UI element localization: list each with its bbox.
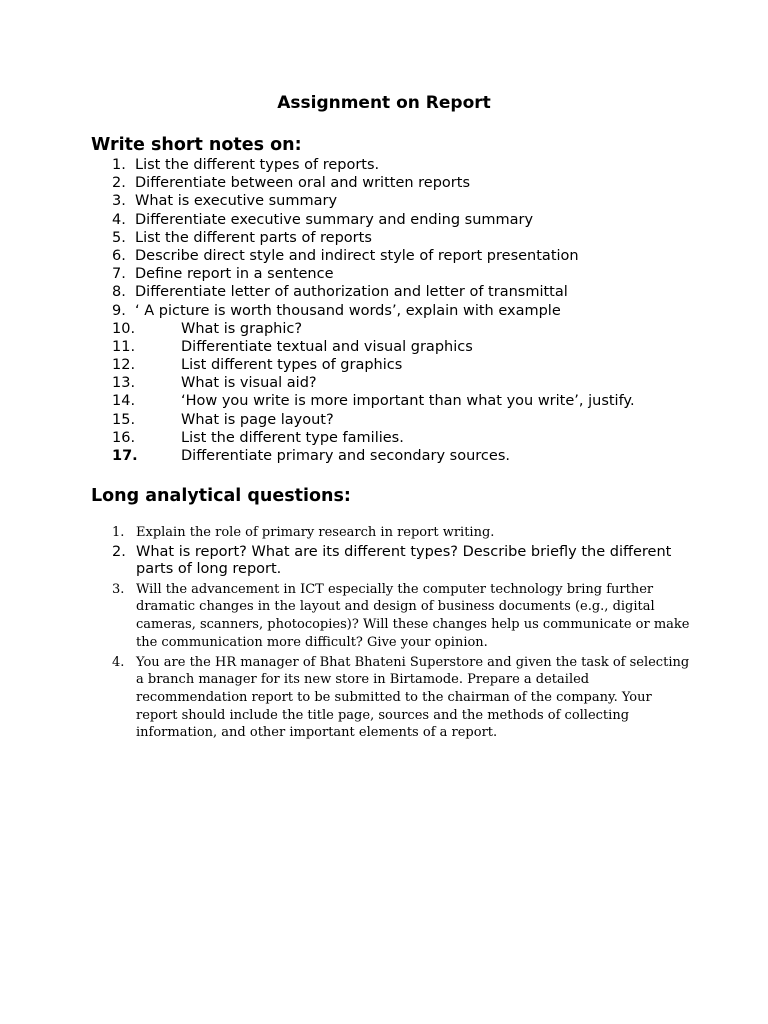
list-item: [91, 211, 711, 229]
item-text: Will the advancement in ICT especially the computer technology bring further dramatic changes in the layout and design of business documents (e.g., digital cameras, scanners, photocopies)? Will these changes help us communicate or make the communication more difficult? Give your opinion.: [136, 581, 690, 650]
item-number: 11.: [112, 338, 136, 355]
list-item: [91, 581, 691, 652]
list-item: [91, 411, 711, 429]
short-notes-list: [91, 156, 711, 465]
list-item: [91, 229, 711, 247]
item-number: 5.: [112, 229, 126, 246]
list-item: [91, 654, 691, 743]
item-number: 4.: [112, 654, 125, 670]
item-number: 14.: [112, 393, 136, 410]
item-text: List the different type families.: [181, 429, 404, 446]
list-item: [91, 174, 711, 192]
list-item: [91, 374, 711, 392]
item-text: Differentiate primary and secondary sources.: [181, 448, 510, 464]
item-text: What is executive summary: [135, 193, 338, 210]
list-item: [91, 265, 711, 283]
document-title: Assignment on Report: [277, 93, 491, 113]
list-item: [91, 247, 711, 265]
item-text: Explain the role of primary research in report writing.: [136, 525, 495, 540]
item-text: Differentiate executive summary and ending summary: [135, 211, 534, 228]
short-notes-heading: Write short notes on:: [91, 135, 302, 155]
item-text: List the different types of reports.: [135, 157, 380, 173]
list-item: [91, 320, 711, 338]
item-text: You are the HR manager of Bhat Bhateni Superstore and given the task of selecting a branch manager for its new store in Birtamode. Prepare a detailed recommendation report to be submitted to the chairman of the company. Your report should include the title page, sources and the methods of collecting information, and other important elements of a report.: [136, 654, 690, 741]
list-item: [91, 544, 691, 579]
item-text: Differentiate textual and visual graphics: [181, 338, 473, 355]
item-number: 1.: [112, 525, 125, 540]
item-text: What is graphic?: [181, 320, 303, 337]
item-text: List different types of graphics: [181, 357, 403, 374]
item-text: Describe direct style and indirect style of report presentation: [135, 247, 579, 264]
item-text: Differentiate between oral and written reports: [135, 175, 471, 192]
list-item: [91, 524, 691, 542]
item-text: What is page layout?: [181, 411, 334, 428]
list-item: [91, 392, 711, 410]
item-text: ‘How you write is more important than what you write’, justify.: [181, 393, 635, 410]
item-number: 7.: [112, 266, 126, 283]
item-number: 6.: [112, 247, 126, 264]
item-number: 4.: [112, 211, 126, 228]
list-item: [91, 302, 711, 320]
list-item: [91, 429, 711, 447]
item-number: 17.: [112, 448, 138, 464]
item-number: 2.: [112, 175, 126, 192]
item-text: Differentiate letter of authorization and letter of transmittal: [135, 284, 568, 301]
item-number: 1.: [112, 157, 126, 173]
list-item: [91, 356, 711, 374]
long-questions-list: [91, 524, 691, 742]
item-number: 8.: [112, 284, 126, 301]
item-number: 15.: [112, 411, 136, 428]
item-number: 16.: [112, 429, 136, 446]
list-item: [91, 447, 711, 465]
item-text: Define report in a sentence: [135, 266, 334, 283]
item-text: ‘ A picture is worth thousand words’, explain with example: [135, 302, 561, 319]
item-text: What is report? What are its different types? Describe briefly the different parts of long report.: [136, 543, 672, 578]
item-number: 12.: [112, 357, 136, 374]
item-text: List the different parts of reports: [135, 229, 372, 246]
long-questions-heading: Long analytical questions:: [91, 486, 351, 506]
item-number: 13.: [112, 375, 136, 392]
list-item: [91, 338, 711, 356]
item-number: 3.: [112, 193, 126, 210]
list-item: [91, 283, 711, 301]
item-text: What is visual aid?: [181, 375, 317, 392]
list-item: [91, 192, 711, 210]
list-item: [91, 156, 711, 174]
item-number: 9.: [112, 302, 126, 319]
item-number: 2.: [112, 543, 126, 560]
item-number: 3.: [112, 581, 125, 597]
item-number: 10.: [112, 320, 136, 337]
